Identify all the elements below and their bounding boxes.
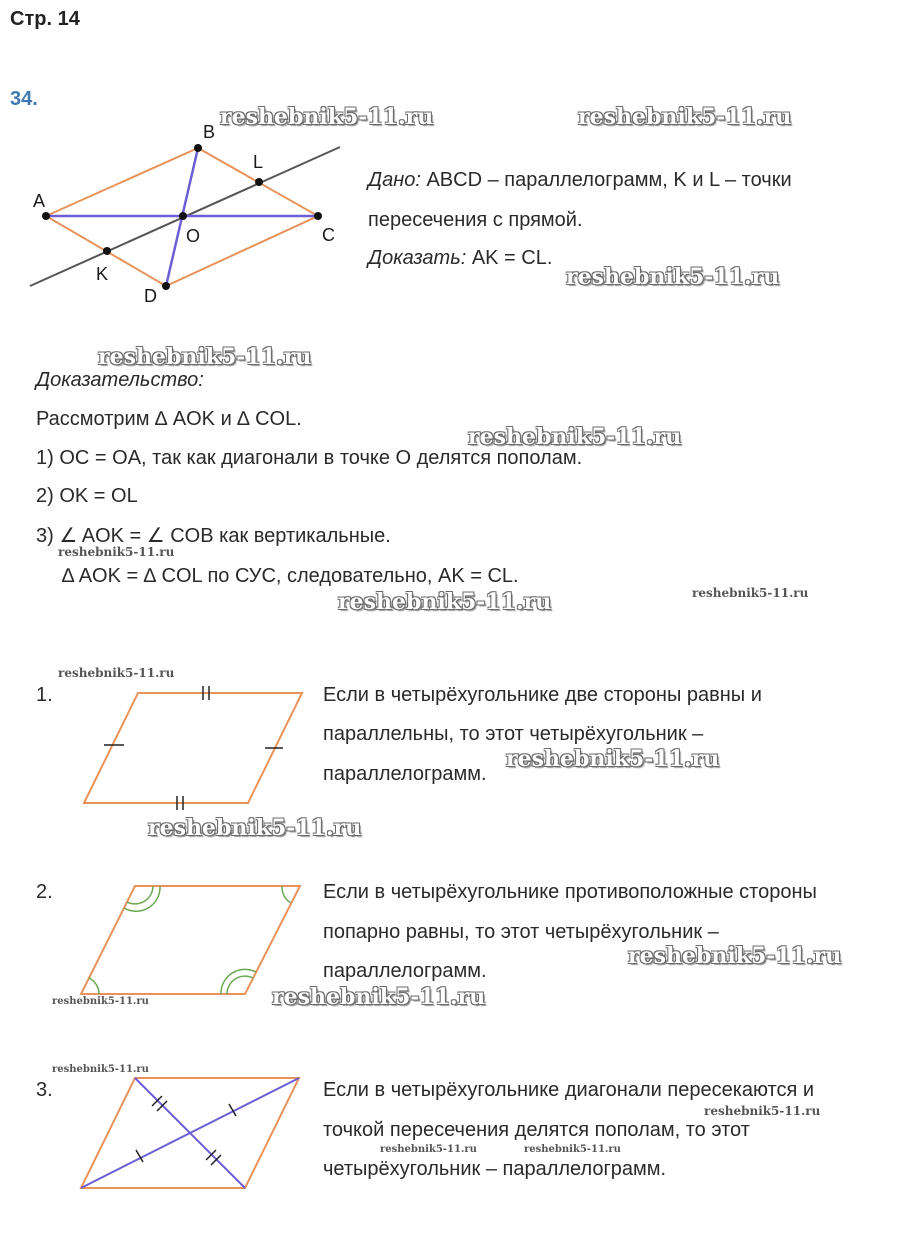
label-k: K xyxy=(96,264,109,284)
watermark: reshebnik5-11.ru xyxy=(52,1064,149,1075)
parallelogram-figure xyxy=(20,122,380,306)
sign-3-text: четырёхугольник – параллелограмм. xyxy=(323,1158,667,1180)
label-a: A xyxy=(33,191,46,211)
given-text-1: ABCD – параллелограмм, K и L – точки xyxy=(420,169,792,191)
watermark: reshebnik5-11.ru xyxy=(338,589,552,615)
point-b xyxy=(194,144,202,152)
watermark: reshebnik5-11.ru xyxy=(272,984,486,1010)
point-c xyxy=(314,212,322,220)
point-d xyxy=(162,282,170,290)
label-c: C xyxy=(322,225,335,245)
point-o xyxy=(179,212,187,220)
sign-2-text: Если в четырёхугольнике противоположные стороны xyxy=(323,881,817,903)
watermark: reshebnik5-11.ru xyxy=(468,424,682,450)
proof-line: 2) OK = OL xyxy=(36,485,138,507)
sign-1-number: 1. xyxy=(36,684,53,706)
prove-line xyxy=(368,246,552,270)
watermark: reshebnik5-11.ru xyxy=(58,545,175,559)
task-number: 34. xyxy=(10,88,38,110)
point-l xyxy=(255,178,263,186)
sign-3-text: точкой пересечения делятся пополам, то этот xyxy=(323,1119,750,1141)
watermark: reshebnik5-11.ru xyxy=(578,104,792,130)
sign-1-text: Если в четырёхугольнике две стороны равны и xyxy=(323,684,762,706)
sign-3-text: Если в четырёхугольнике диагонали пересекаются и xyxy=(323,1079,815,1101)
proof-line: 1) OC = OA, так как диагонали в точке O делятся пополам. xyxy=(36,447,583,469)
sign-3-number: 3. xyxy=(36,1079,53,1101)
sign-2-number: 2. xyxy=(36,881,53,903)
watermark: reshebnik5-11.ru xyxy=(58,666,175,680)
proof-line: Рассмотрим ∆ AOK и ∆ COL. xyxy=(36,408,302,430)
point-a xyxy=(42,212,50,220)
watermark: reshebnik5-11.ru xyxy=(704,1104,821,1118)
sign-2-text: параллелограмм. xyxy=(323,960,487,982)
watermark: reshebnik5-11.ru xyxy=(524,1144,621,1155)
watermark: reshebnik5-11.ru xyxy=(52,996,149,1007)
page-label: Стр. 14 xyxy=(10,8,80,30)
label-b: B xyxy=(203,122,216,142)
sign-1-text: параллельны, то этот четырёхугольник – xyxy=(323,723,704,745)
sign-1-text: параллелограмм. xyxy=(323,763,487,785)
given-label: Дано: xyxy=(368,169,421,191)
watermark: reshebnik5-11.ru xyxy=(380,1144,477,1155)
prove-text: AK = CL. xyxy=(466,247,553,269)
watermark: reshebnik5-11.ru xyxy=(220,104,434,130)
sign-2-text: попарно равны, то этот четырёхугольник – xyxy=(323,921,719,943)
sign-3-figure xyxy=(78,1074,308,1194)
watermark: reshebnik5-11.ru xyxy=(148,815,362,841)
given-line-1 xyxy=(368,168,792,192)
sign-1-figure xyxy=(80,688,310,808)
proof-title: Доказательство: xyxy=(36,369,204,391)
label-l: L xyxy=(253,152,264,172)
prove-label: Доказать: xyxy=(368,247,467,269)
watermark: reshebnik5-11.ru xyxy=(628,943,842,969)
watermark: reshebnik5-11.ru xyxy=(98,344,312,370)
point-k xyxy=(103,247,111,255)
watermark: reshebnik5-11.ru xyxy=(692,586,809,600)
label-d: D xyxy=(144,286,157,306)
watermark: reshebnik5-11.ru xyxy=(506,746,720,772)
label-o: O xyxy=(186,226,201,246)
proof-line: 3) ∠ AOK = ∠ COB как вертикальные. xyxy=(36,525,391,547)
proof-conclusion: ∆ AOK = ∆ COL по СУС, следовательно, AK = CL. xyxy=(62,565,519,587)
watermark: reshebnik5-11.ru xyxy=(566,264,780,290)
given-line-2: пересечения с прямой. xyxy=(368,209,583,231)
